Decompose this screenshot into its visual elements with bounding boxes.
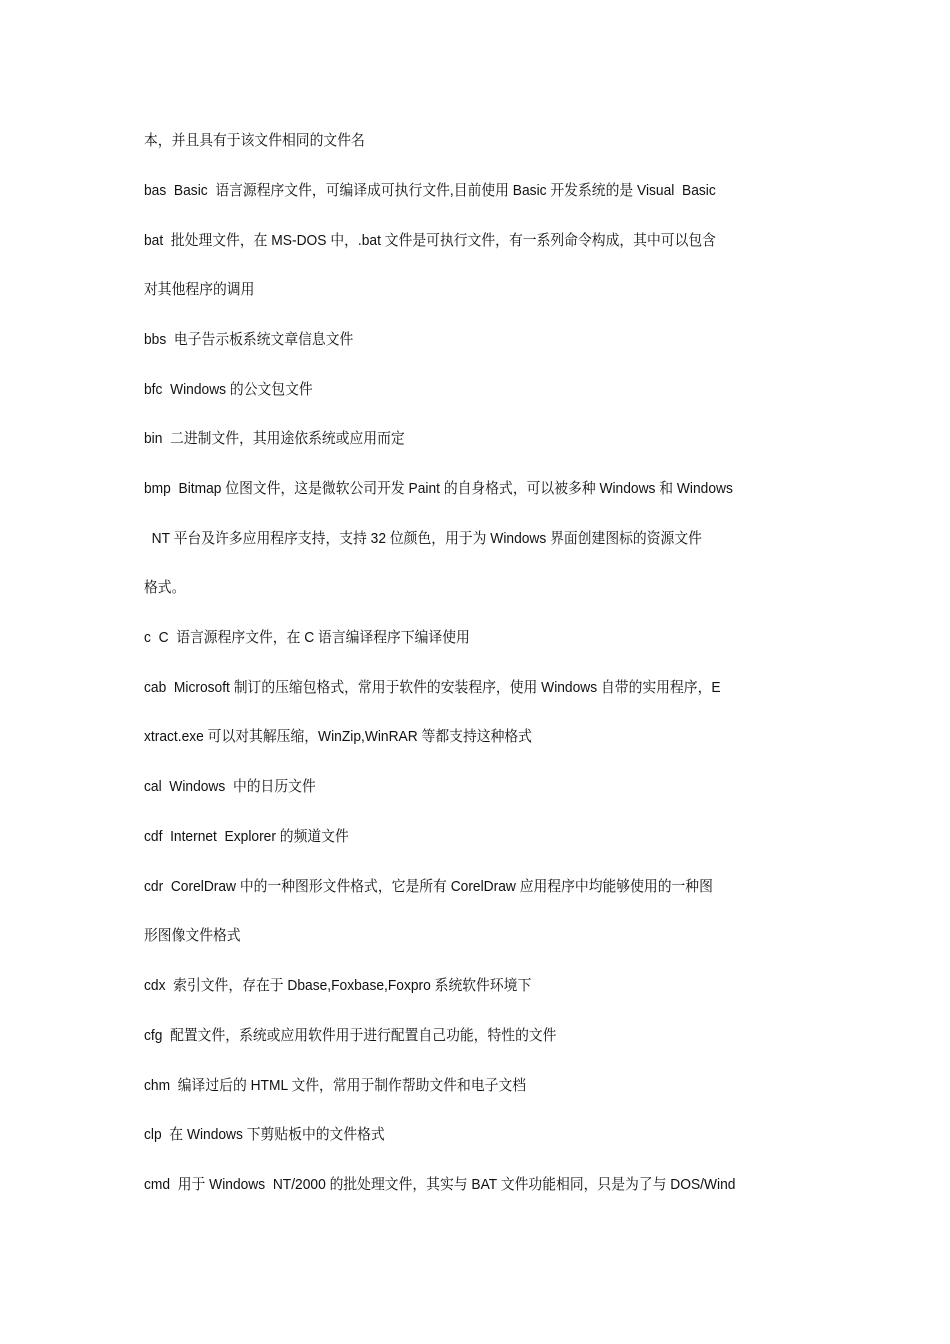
text-line: cal Windows 中的日历文件	[144, 778, 316, 795]
text-line: cfg 配置文件，系统或应用软件用于进行配置自己功能，特性的文件	[144, 1027, 557, 1044]
text-line: cdf Internet Explorer 的频道文件	[144, 828, 349, 845]
text-line: bfc Windows 的公文包文件	[144, 381, 313, 398]
text-line: clp 在 Windows 下剪贴板中的文件格式	[144, 1126, 385, 1143]
text-line: bmp Bitmap 位图文件，这是微软公司开发 Paint 的自身格式，可以被多种 Windows 和 Windows	[144, 480, 733, 497]
text-line: cmd 用于 Windows NT/2000 的批处理文件，其实与 BAT 文件功能相同，只是为了与 DOS/Wind	[144, 1176, 736, 1193]
text-line: 形图像文件格式	[144, 927, 241, 944]
text-line: 格式。	[144, 579, 186, 596]
text-line: cdx 索引文件，存在于 Dbase,Foxbase,Foxpro 系统软件环境下	[144, 977, 532, 994]
text-line: bbs 电子告示板系统文章信息文件	[144, 331, 354, 348]
text-line: cdr CorelDraw 中的一种图形文件格式，它是所有 CorelDraw 应用程序中均能够使用的一种图	[144, 878, 713, 895]
text-line: bat 批处理文件，在 MS-DOS 中，.bat 文件是可执行文件，有一系列命令构成，其中可以包含	[144, 232, 716, 249]
text-line: c C 语言源程序文件，在 C 语言编译程序下编译使用	[144, 629, 470, 646]
text-line: 对其他程序的调用	[144, 281, 255, 298]
text-line: xtract.exe 可以对其解压缩，WinZip,WinRAR 等都支持这种格式	[144, 728, 532, 745]
text-line: chm 编译过后的 HTML 文件，常用于制作帮助文件和电子文档	[144, 1077, 527, 1094]
text-line: 本，并且具有于该文件相同的文件名	[144, 132, 365, 149]
text-line: bin 二进制文件，其用途依系统或应用而定	[144, 430, 405, 447]
text-line: NT 平台及许多应用程序支持，支持 32 位颜色，用于为 Windows 界面创建图标的资源文件	[144, 530, 702, 547]
text-line: bas Basic 语言源程序文件，可编译成可执行文件,目前使用 Basic 开发系统的是 Visual Basic	[144, 182, 716, 199]
text-line: cab Microsoft 制订的压缩包格式，常用于软件的安装程序，使用 Windows 自带的实用程序，E	[144, 679, 721, 696]
